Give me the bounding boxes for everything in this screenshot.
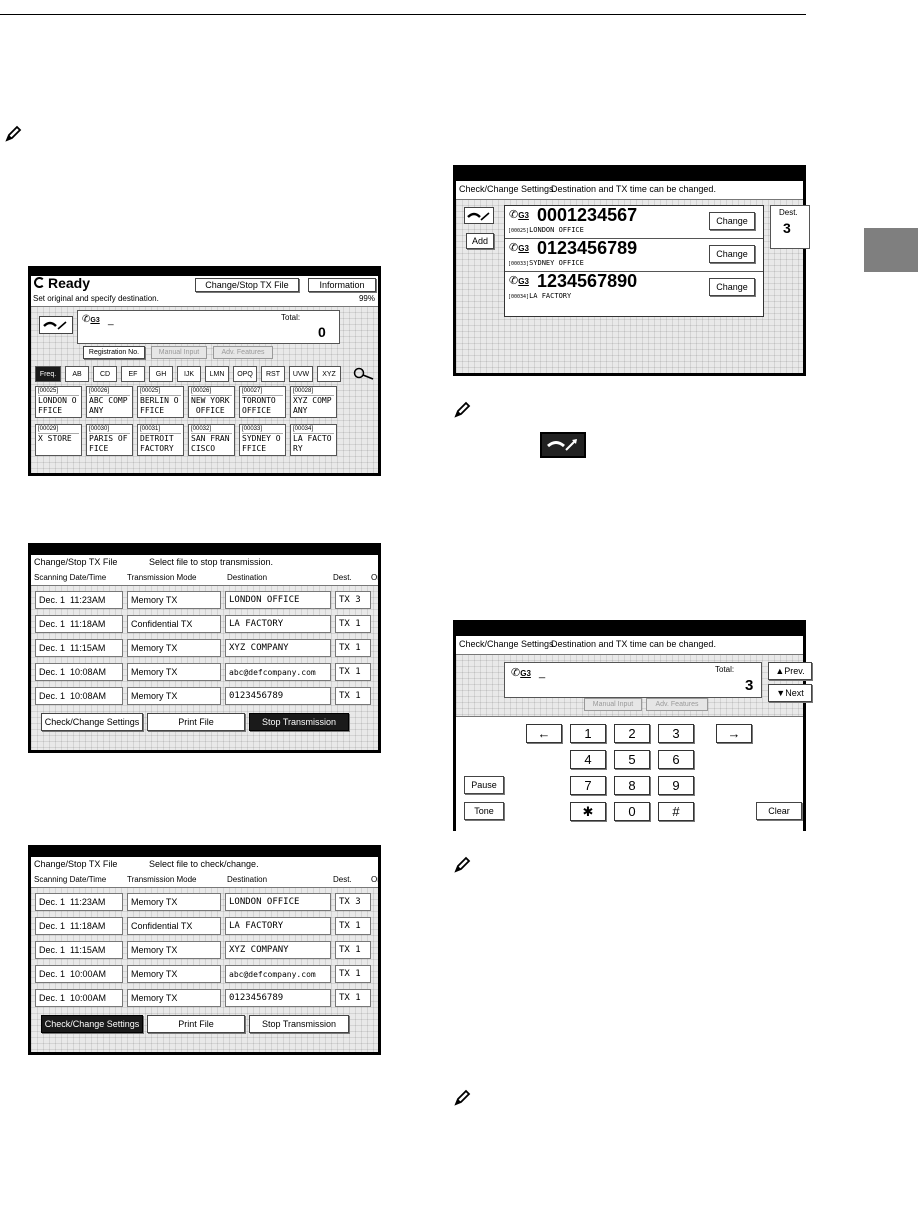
col-header-or: Or: [371, 573, 380, 582]
destination-key[interactable]: [00031] DETROIT FACTORY: [137, 424, 184, 456]
row-mode: Memory TX: [127, 893, 221, 911]
col-header-destination: Destination: [227, 875, 268, 884]
row-mode: Memory TX: [127, 663, 221, 681]
dest-code-name: [00034]LA FACTORY: [508, 292, 572, 300]
row-mode: Memory TX: [127, 989, 221, 1007]
check-change-screen: [453, 165, 806, 376]
check-change-settings-button[interactable]: Check/Change Settings: [41, 713, 143, 731]
check-select-instruction: Select file to check/change.: [149, 859, 259, 869]
row-mode: Confidential TX: [127, 615, 221, 633]
col-header-dest: Dest.: [333, 875, 352, 884]
line-prefix: G3: [90, 317, 100, 324]
check-change-title: Check/Change Settings.: [459, 184, 557, 194]
key-3[interactable]: 3: [658, 724, 694, 743]
destination-key[interactable]: [00028] XYZ COMP ANY: [290, 386, 337, 418]
row-dest: TX 1: [335, 941, 371, 959]
page-top-rule: [0, 14, 806, 15]
table-row[interactable]: [35, 591, 374, 609]
destination-key[interactable]: [00026] ABC COMP ANY: [86, 386, 133, 418]
table-row[interactable]: [35, 941, 374, 959]
change-stop-tx-file-button[interactable]: Change/Stop TX File: [195, 278, 299, 292]
keypad-instruction: Destination and TX time can be changed.: [551, 639, 716, 649]
destination-key[interactable]: [00025] BERLIN O FFICE: [137, 386, 184, 418]
row-destination: XYZ COMPANY: [225, 639, 331, 657]
adv-features-button[interactable]: Adv. Features: [646, 698, 708, 711]
g3-line-icon: ✆G3: [509, 275, 529, 287]
row-time: Dec. 1 10:08AM: [35, 663, 123, 681]
note-pencil-icon: [452, 1088, 472, 1108]
check-change-settings-button[interactable]: Check/Change Settings: [41, 1015, 143, 1033]
table-row[interactable]: [35, 639, 374, 657]
stop-screen-title: Change/Stop TX File: [34, 557, 118, 567]
entry-cursor: _: [539, 667, 546, 679]
row-dest: TX 1: [335, 917, 371, 935]
stop-transmission-screen: [28, 543, 381, 753]
col-header-scanning: Scanning Date/Time: [34, 875, 107, 884]
row-dest: TX 1: [335, 615, 371, 633]
left-arrow-key[interactable]: ←: [526, 724, 562, 743]
col-header-scanning: Scanning Date/Time: [34, 573, 107, 582]
key-8[interactable]: 8: [614, 776, 650, 795]
g3-line-icon: ✆G3: [509, 242, 529, 254]
key-0[interactable]: 0: [614, 802, 650, 821]
table-row[interactable]: [35, 989, 374, 1007]
col-header-dest: Dest.: [333, 573, 352, 582]
destination-key[interactable]: [00034] LA FACTO RY: [290, 424, 337, 456]
keypad-screen: [453, 620, 806, 831]
key-7[interactable]: 7: [570, 776, 606, 795]
right-arrow-key[interactable]: →: [716, 724, 752, 743]
registration-no-button[interactable]: Registration No.: [83, 346, 145, 359]
fax-number: 0001234567: [537, 205, 638, 225]
row-destination: LA FACTORY: [225, 615, 331, 633]
check-table-header: [31, 873, 378, 888]
manual-input-button[interactable]: Manual Input: [151, 346, 207, 359]
stop-table-header: [31, 571, 378, 586]
destination-key[interactable]: [00030] PARIS OF FICE: [86, 424, 133, 456]
row-destination: 0123456789: [225, 687, 331, 705]
ready-screen: [28, 266, 381, 476]
tab-xyz[interactable]: XYZ: [317, 366, 341, 382]
total-value: 3: [745, 677, 754, 694]
row-time: Dec. 1 11:23AM: [35, 893, 123, 911]
row-dest: TX 1: [335, 687, 371, 705]
destination-key[interactable]: [00032] SAN FRAN CISCO: [188, 424, 235, 456]
total-label: Total:: [715, 665, 735, 674]
stop-screen-header: [31, 555, 378, 572]
on-hook-button[interactable]: [39, 316, 73, 334]
row-mode: Memory TX: [127, 639, 221, 657]
row-dest: TX 1: [335, 989, 371, 1007]
note-pencil-icon: [452, 400, 472, 420]
on-hook-button[interactable]: [464, 207, 494, 224]
row-mode: Memory TX: [127, 687, 221, 705]
dest-count-label: Dest.: [779, 208, 798, 217]
destination-entry: [505, 272, 763, 304]
key-star[interactable]: ✱: [570, 802, 606, 821]
key-4[interactable]: 4: [570, 750, 606, 769]
row-dest: TX 1: [335, 663, 371, 681]
destination-key[interactable]: [00025] LONDON O FFICE: [35, 386, 82, 418]
clear-button[interactable]: Clear: [756, 802, 802, 820]
row-dest: TX 3: [335, 893, 371, 911]
key-1[interactable]: 1: [570, 724, 606, 743]
tab-ab[interactable]: AB: [65, 366, 89, 382]
row-dest: TX 1: [335, 965, 371, 983]
table-row[interactable]: [35, 965, 374, 983]
change-button[interactable]: Change: [709, 212, 755, 230]
chapter-tab: [864, 228, 918, 272]
tab-uvw[interactable]: UVW: [289, 366, 313, 382]
row-time: Dec. 1 11:18AM: [35, 615, 123, 633]
col-header-destination: Destination: [227, 573, 268, 582]
row-time: Dec. 1 11:18AM: [35, 917, 123, 935]
col-header-or: Or: [371, 875, 380, 884]
row-destination: XYZ COMPANY: [225, 941, 331, 959]
destination-entry: [505, 206, 763, 239]
key-6[interactable]: 6: [658, 750, 694, 769]
row-mode: Memory TX: [127, 591, 221, 609]
row-mode: Memory TX: [127, 965, 221, 983]
destination-key[interactable]: [00033] SYDNEY O FFICE: [239, 424, 286, 456]
change-button[interactable]: Change: [709, 278, 755, 296]
search-icon[interactable]: [353, 367, 375, 381]
handset-icon: [43, 320, 69, 330]
row-destination: LONDON OFFICE: [225, 591, 331, 609]
check-select-title: Change/Stop TX File: [34, 859, 118, 869]
tab-gh[interactable]: GH: [149, 366, 173, 382]
row-mode: Confidential TX: [127, 917, 221, 935]
keypad-screen-header: [456, 636, 803, 655]
ready-status-icon: [34, 277, 45, 288]
entry-cursor: _: [108, 315, 114, 326]
key-5[interactable]: 5: [614, 750, 650, 769]
row-destination: abc@defcompany.com: [225, 965, 331, 983]
destination-list: [504, 205, 764, 317]
destination-key[interactable]: [00027] TORONTO OFFICE: [239, 386, 286, 418]
col-header-mode: Transmission Mode: [127, 875, 197, 884]
ready-title: Ready: [48, 275, 91, 291]
tab-ef[interactable]: EF: [121, 366, 145, 382]
tab-ijk[interactable]: IJK: [177, 366, 201, 382]
tab-cd[interactable]: CD: [93, 366, 117, 382]
tab-rst[interactable]: RST: [261, 366, 285, 382]
prev-button[interactable]: ▲Prev.: [768, 662, 812, 680]
check-change-header: [456, 181, 803, 200]
on-hook-key-icon: [540, 432, 586, 458]
change-button[interactable]: Change: [709, 245, 755, 263]
dest-count-box: [770, 205, 810, 249]
keypad-title: Check/Change Settings.: [459, 639, 557, 649]
ready-subtitle: Set original and specify destination.: [33, 294, 159, 303]
destination-entry-box[interactable]: [504, 662, 762, 698]
destination-entry-box[interactable]: [77, 310, 340, 344]
fax-number: 1234567890: [537, 271, 638, 291]
destination-key[interactable]: [00026] NEW YORK OFFICE: [188, 386, 235, 418]
stop-screen-instruction: Select file to stop transmission.: [149, 557, 274, 567]
row-time: Dec. 1 11:15AM: [35, 639, 123, 657]
row-destination: LONDON OFFICE: [225, 893, 331, 911]
total-label: Total:: [281, 313, 301, 322]
g3-line-icon: ✆G3: [82, 314, 100, 325]
note-pencil-icon: [452, 855, 472, 875]
key-9[interactable]: 9: [658, 776, 694, 795]
g3-line-icon: ✆G3: [509, 209, 529, 221]
row-time: Dec. 1 11:15AM: [35, 941, 123, 959]
fax-number: 0123456789: [537, 238, 638, 258]
dest-count-value: 3: [783, 220, 791, 236]
table-row[interactable]: [35, 615, 374, 633]
row-destination: 0123456789: [225, 989, 331, 1007]
row-mode: Memory TX: [127, 941, 221, 959]
destination-entry: [505, 239, 763, 272]
g3-line-icon: ✆G3: [511, 667, 531, 679]
table-row[interactable]: [35, 917, 374, 935]
note-pencil-icon: [3, 124, 23, 144]
row-time: Dec. 1 10:00AM: [35, 965, 123, 983]
print-file-button[interactable]: Print File: [147, 713, 245, 731]
dest-code-name: [00025]LONDON OFFICE: [508, 226, 584, 234]
print-file-button[interactable]: Print File: [147, 1015, 245, 1033]
handset-icon: [467, 211, 491, 221]
stop-transmission-button[interactable]: Stop Transmission: [249, 713, 349, 731]
stop-transmission-button[interactable]: Stop Transmission: [249, 1015, 349, 1033]
row-time: Dec. 1 10:00AM: [35, 989, 123, 1007]
tab-freq[interactable]: Freq.: [35, 366, 61, 382]
manual-input-button[interactable]: Manual Input: [584, 698, 642, 711]
total-value: 0: [318, 324, 326, 340]
add-button[interactable]: Add: [466, 233, 494, 249]
information-button[interactable]: Information: [308, 278, 376, 292]
row-dest: TX 1: [335, 639, 371, 657]
pause-button[interactable]: Pause: [464, 776, 504, 794]
ready-percent: 99%: [358, 294, 375, 303]
row-time: Dec. 1 10:08AM: [35, 687, 123, 705]
next-button[interactable]: ▼Next: [768, 684, 812, 702]
table-row[interactable]: [35, 663, 374, 681]
check-select-screen: [28, 845, 381, 1055]
table-row[interactable]: [35, 687, 374, 705]
key-2[interactable]: 2: [614, 724, 650, 743]
table-row[interactable]: [35, 893, 374, 911]
adv-features-button[interactable]: Adv. Features: [213, 346, 273, 359]
row-time: Dec. 1 11:23AM: [35, 591, 123, 609]
col-header-mode: Transmission Mode: [127, 573, 197, 582]
tone-button[interactable]: Tone: [464, 802, 504, 820]
tab-lmn[interactable]: LMN: [205, 366, 229, 382]
row-destination: LA FACTORY: [225, 917, 331, 935]
alphabet-tabs: [35, 366, 375, 382]
tab-opq[interactable]: OPQ: [233, 366, 257, 382]
row-destination: abc@defcompany.com: [225, 663, 331, 681]
dest-code-name: [00033]SYDNEY OFFICE: [508, 259, 584, 267]
check-change-instruction: Destination and TX time can be changed.: [551, 184, 716, 194]
check-select-header: [31, 857, 378, 874]
key-hash[interactable]: #: [658, 802, 694, 821]
destination-key[interactable]: [00029] X STORE: [35, 424, 82, 456]
row-dest: TX 3: [335, 591, 371, 609]
